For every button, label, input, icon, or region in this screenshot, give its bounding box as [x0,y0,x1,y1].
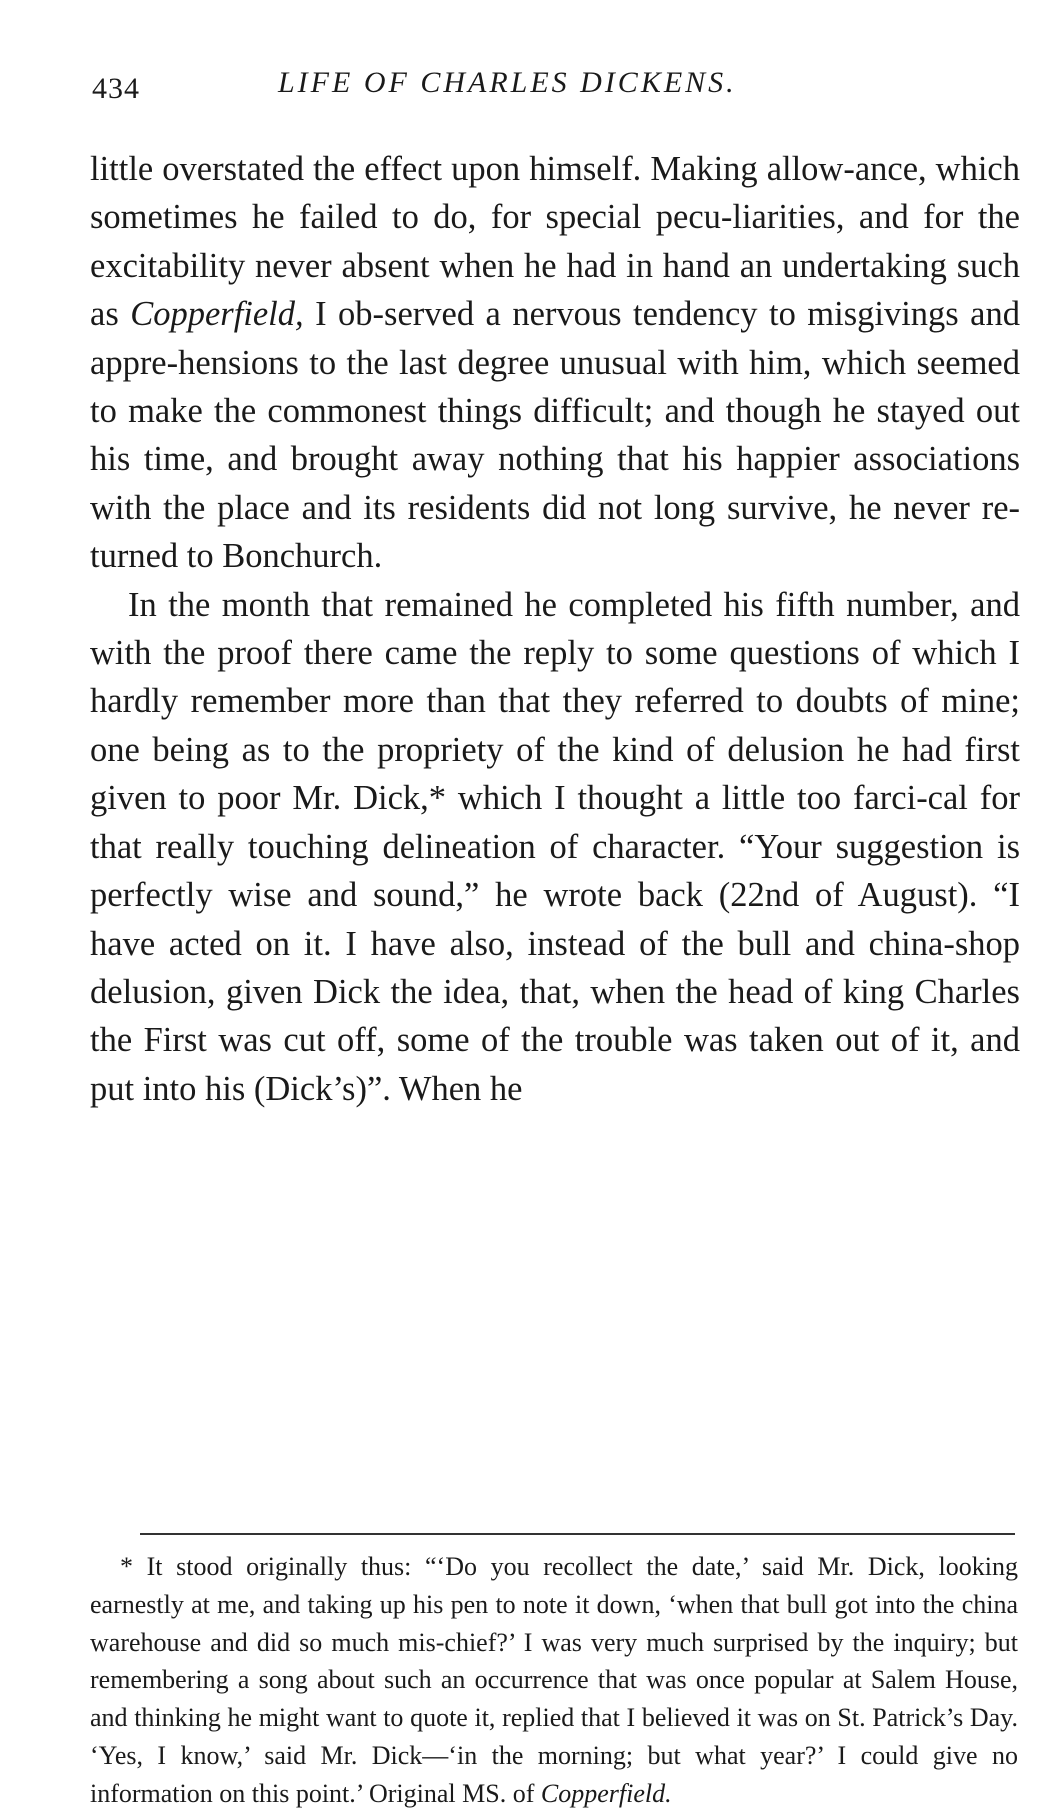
footnote [90,1548,1018,1813]
footnote-text: * It stood originally thus: “‘Do you recollect the date,’ said Mr. Dick, looking earnestly at me, and taking up his pen to note it down, ‘when that bull got into the china warehouse and did so much mis-chief?’ I was very much surprised by the inquiry; but remembering a song about such an occurrence that was once popular at Salem House, and thinking he might want to quote it, replied that I believed it was on St. Patrick’s Day. ‘Yes, I know,’ said Mr. Dick—‘in the morning; but what year?’ I could give no information on this point.’ Original MS. of [90,1552,1018,1808]
page-header [92,66,1022,116]
paragraph-1-text-b: I ob-served a nervous tendency to misgivings and appre-hensions to the last degree unusual with him, which seemed to make the commonest things difficult; and though he stayed out his time, and brought away nothing that his happier associations with the place and its residents did not long survive, he never re-turned to Bonchurch. [90,295,1020,576]
running-title: LIFE OF CHARLES DICKENS. [278,66,737,99]
paragraph-2: In the month that remained he completed his fifth number, and with the proof there came the reply to some questions of which I hardly remember more than that they referred to doubts of mine; one being as to the propriety of the kind of delusion he had first given to poor Mr. Dick,* which I thought a little too farci-cal for that really touching delineation of character. “Your suggestion is perfectly wise and sound,” he wrote back (22nd of August). “I have acted on it. I have also, instead of the bull and china-shop delusion, given Dick the idea, that, when the head of king Charles the First was cut off, some of the trouble was taken out of it, and put into his (Dick’s)”. When he [90,585,1020,1108]
footnote-book-title: Copperfield. [540,1778,672,1808]
paragraph-1-text-a: little overstated the effect upon himself. Making allow-ance, which sometimes he failed to do, for special pecu-liarities, and for the excitability never absent when he had in hand an undertaking such as [90,150,1020,334]
book-title-copperfield: Copperfield, [130,295,304,334]
paragraph-1 [90,145,1020,581]
footnote-paragraph [90,1548,1018,1813]
main-text [90,145,1020,1113]
footnote-divider [140,1533,1015,1535]
page-number: 434 [92,72,140,105]
